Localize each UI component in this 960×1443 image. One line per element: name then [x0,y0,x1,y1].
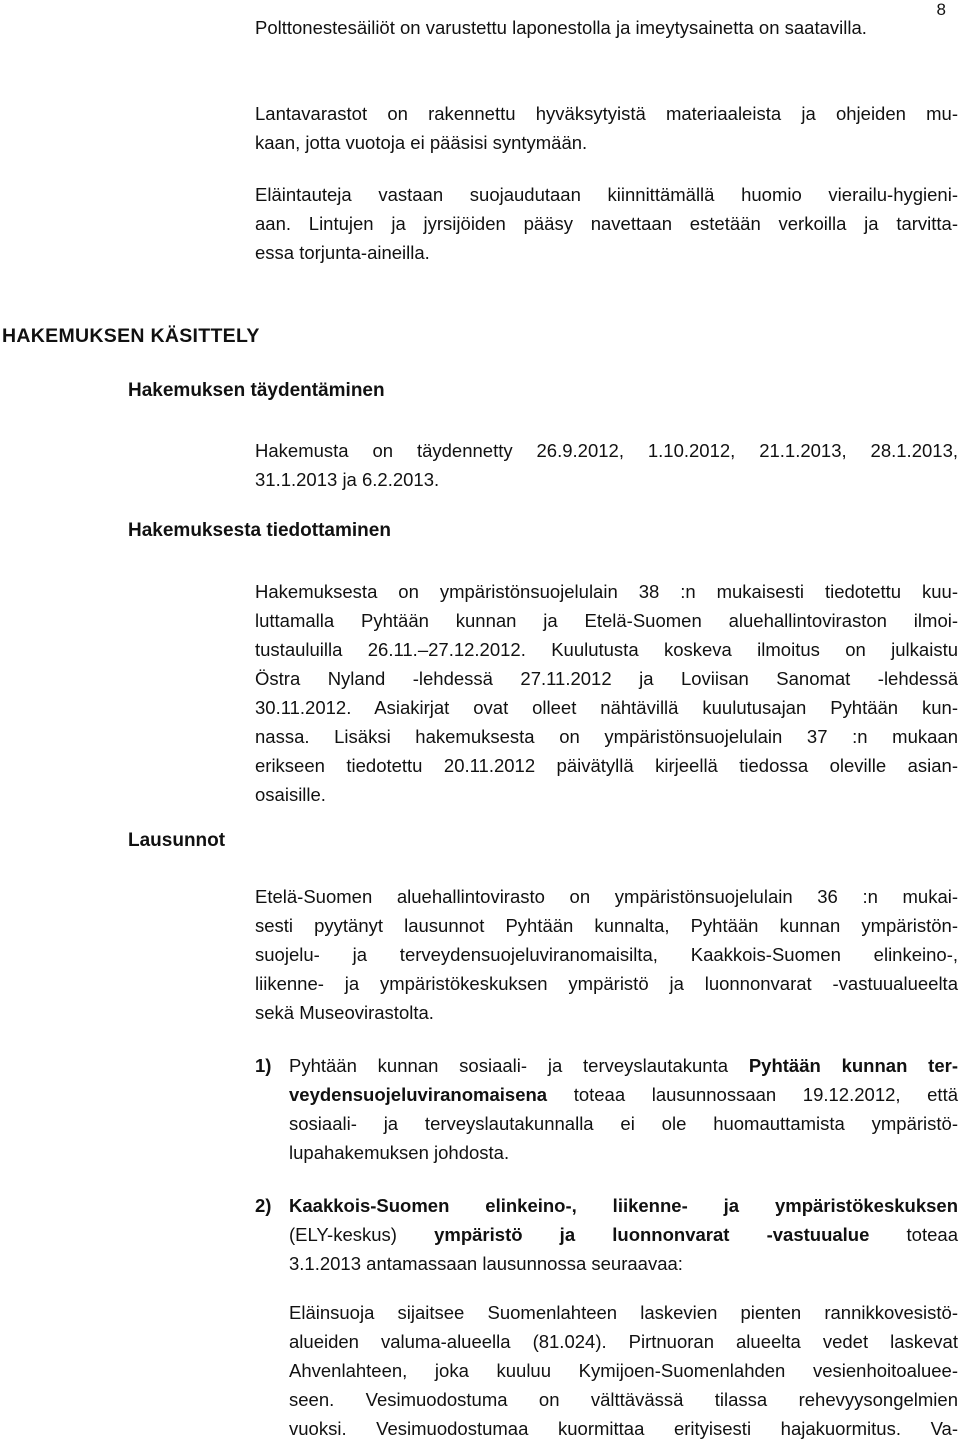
statements-heading: Lausunnot [128,830,226,851]
item-number: 2) [255,1195,272,1216]
text-line: 3.1.2013 antamassaan lausunnossa seuraavaa: [289,1253,683,1274]
text-line: Ahvenlahteen, joka kuuluu Kymijoen-Suomenlahden vesienhoitoaluee- [289,1360,958,1381]
text-line: Hakemusta on täydennetty 26.9.2012, 1.10.2012, 21.1.2013, 28.1.2013, [255,440,958,461]
bold-text-run: ympäristö ja luonnonvarat -vastuualue [434,1224,870,1245]
text-line: Hakemuksesta on ympäristönsuojelulain 38 :n mukaisesti tiedotettu kuu- [255,581,958,602]
bold-text-run: veydensuojeluviranomaisena [289,1084,548,1105]
text-line: seen. Vesimuodostuma on välttävässä tilassa rehevyysongelmien [289,1389,958,1410]
text-run: (ELY-keskus) [289,1224,435,1245]
text-line [289,1220,958,1249]
notification-paragraph [255,577,958,809]
statements-intro-paragraph [255,882,958,1027]
text-line [289,1051,958,1080]
text-line: alueiden valuma-alueella (81.024). Pirtnuoran alueelta vedet laskevat [289,1331,958,1352]
text-line: 30.11.2012. Asiakirjat ovat olleet nähtävillä kuulutusajan Pyhtään kun- [255,697,958,718]
text-line: tustauluilla 26.11.–27.12.2012. Kuulutusta koskeva ilmoitus on julkaistu [255,639,958,660]
bold-text-line: Kaakkois-Suomen elinkeino-, liikenne- ja ympäristökeskuksen [289,1195,958,1216]
text-line: Östra Nyland -lehdessä 27.11.2012 ja Loviisan Sanomat -lehdessä [255,668,958,689]
page-number: 8 [936,0,946,19]
text-line: Polttonestesäiliöt on varustettu laponestolla ja imeytysainetta on saatavilla. [255,17,867,38]
text-line: sekä Museovirastolta. [255,1002,434,1023]
text-line: 31.1.2013 ja 6.2.2013. [255,469,440,490]
text-line: suojelu- ja terveydensuojeluviranomaisilta, Kaakkois-Suomen elinkeino-, [255,944,958,965]
text-line: Etelä-Suomen aluehallintovirasto on ympäristönsuojelulain 36 :n mukai- [255,886,958,907]
text-line: aan. Lintujen ja jyrsijöiden pääsy navettaan estetään verkoilla ja tarvitta- [255,213,958,234]
intro-paragraph-3 [255,180,958,267]
intro-paragraph-2 [255,99,958,157]
supplement-paragraph [255,436,958,494]
notification-heading: Hakemuksesta tiedottaminen [128,520,391,541]
item-number: 1) [255,1055,272,1076]
text-line: erikseen tiedotettu 20.11.2012 päivätyllä kirjeellä tiedossa oleville asian- [255,755,958,776]
text-line: lupahakemuksen johdosta. [289,1142,510,1163]
text-line: vuoksi. Vesimuodostumaa kuormittaa erityisesti hajakuormitus. Va- [289,1418,958,1439]
text-line: osaisille. [255,784,326,805]
text-line: liikenne- ja ympäristökeskuksen ympäristö ja luonnonvarat -vastuualueelta [255,973,958,994]
text-run: toteaa lausunnossaan 19.12.2012, että [547,1084,958,1105]
text-run: toteaa [869,1224,958,1245]
text-line [289,1080,958,1109]
text-line: essa torjunta-aineilla. [255,242,430,263]
text-line: luttamalla Pyhtään kunnan ja Etelä-Suomen aluehallintoviraston ilmoi- [255,610,958,631]
text-line: nassa. Lisäksi hakemuksesta on ympäristönsuojelulain 37 :n mukaan [255,726,958,747]
text-line: sesti pyytänyt lausunnot Pyhtään kunnalta, Pyhtään kunnan ympäristön- [255,915,958,936]
text-line: Eläinsuoja sijaitsee Suomenlahteen laskevien pienten rannikkovesistö- [289,1302,958,1323]
text-run: Pyhtään kunnan sosiaali- ja terveyslautakunta [289,1055,749,1076]
text-line: sosiaali- ja terveyslautakunnalla ei ole huomauttamista ympäristö- [289,1113,958,1134]
section-heading: HAKEMUKSEN KÄSITTELY [2,325,260,347]
text-line: Lantavarastot on rakennettu hyväksytyistä materiaaleista ja ohjeiden mu- [255,103,958,124]
supplement-heading: Hakemuksen täydentäminen [128,380,385,401]
intro-paragraph-1 [255,13,958,42]
text-line: Eläintauteja vastaan suojaudutaan kiinnittämällä huomio vierailu-hygieni- [255,184,958,205]
bold-text-run: Pyhtään kunnan ter- [748,1055,958,1076]
text-line: kaan, jotta vuotoja ei pääsisi syntymään. [255,132,588,153]
